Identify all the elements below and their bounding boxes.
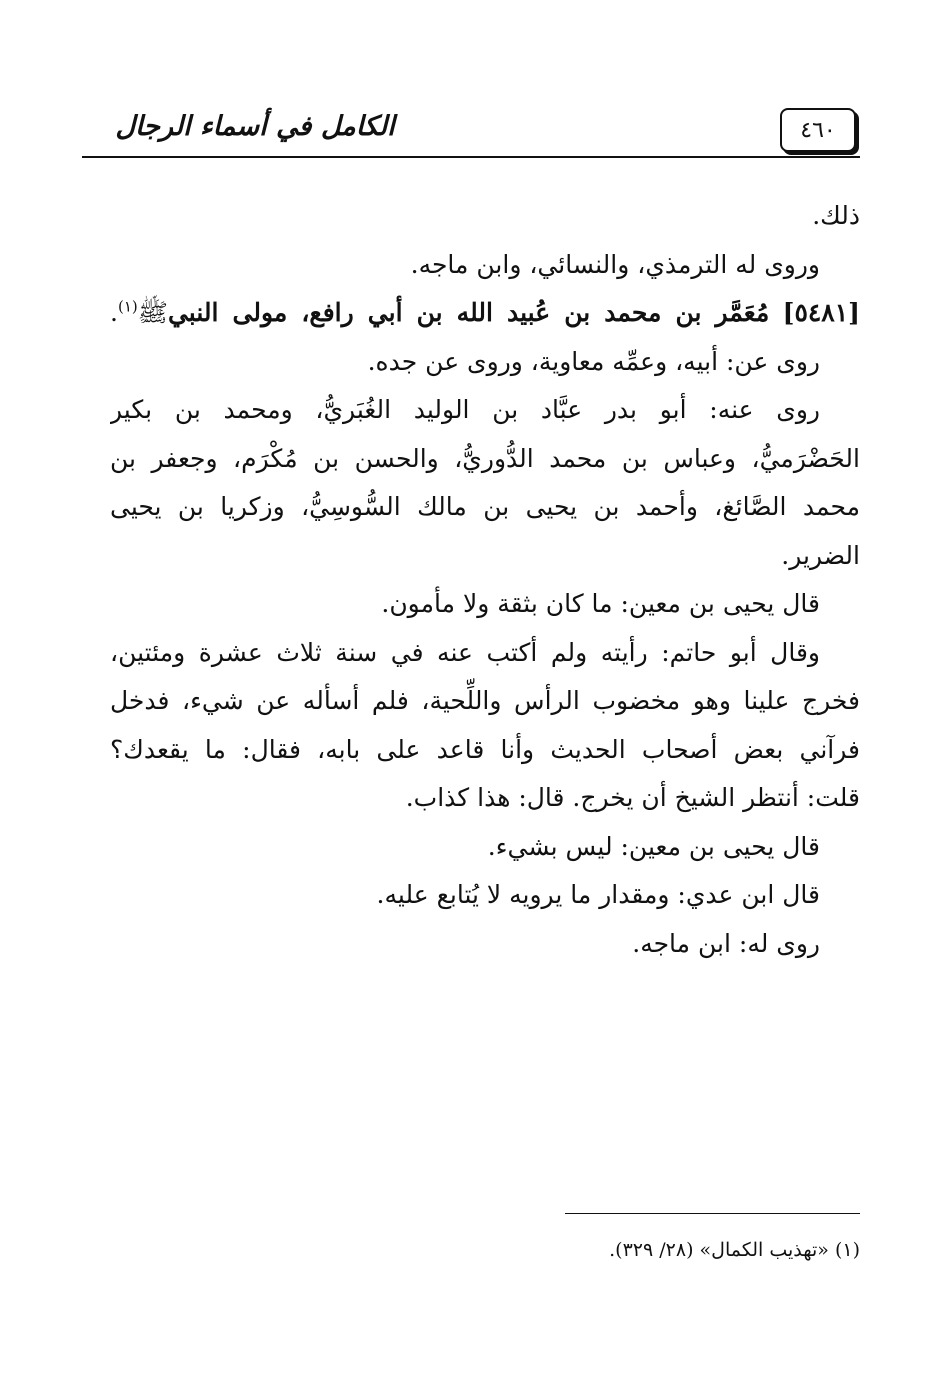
text-line: قال يحيى بن معين: ما كان بثقة ولا مأمون.	[381, 589, 820, 618]
footnote-ref: (١)	[117, 297, 138, 316]
page-number: ٤٦٠	[780, 108, 856, 152]
running-title: الكامل في أسماء الرجال	[115, 110, 395, 142]
text-line: فرآني بعض أصحاب الحديث وأنا قاعد على بابه، فقال: ما يقعدك؟	[110, 734, 860, 764]
honorific: ﷺ	[137, 298, 168, 327]
text-line: روى له: ابن ماجه.	[632, 928, 820, 958]
text-line: محمد الصَّائغ، وأحمد بن يحيى بن مالك السُّوسِيُّ، وزكريا بن يحيى	[110, 492, 860, 521]
footnote-rule	[565, 1213, 860, 1214]
entry-number: [٥٤٨١]	[782, 298, 860, 327]
text-line: روى عنه: أبو بدر عبَّاد بن الوليد الغُبَريُّ، ومحمد بن بكير	[110, 395, 820, 424]
header-rule	[82, 156, 860, 158]
text-line: روى عن: أبيه، وعمِّه معاوية، وروى عن جده.	[367, 346, 820, 376]
text-line: قال يحيى بن معين: ليس بشيء.	[487, 831, 820, 861]
page-header	[82, 100, 860, 158]
entry-name: مُعَمَّر بن محمد بن عُبيد الله بن أبي رافع، مولى النبي	[167, 298, 770, 327]
text-line: ذلك.	[812, 201, 860, 230]
text-line: وقال أبو حاتم: رأيته ولم أكتب عنه في سنة ثلاث عشرة ومئتين،	[110, 637, 820, 667]
footnote: (١) «تهذيب الكمال» (٢٨/ ٣٢٩).	[609, 1239, 860, 1261]
text-line: قلت: أنتظر الشيخ أن يخرج. قال: هذا كذاب.	[405, 783, 860, 812]
text-line: قال ابن عدي: ومقدار ما يرويه لا يُتابع عليه.	[376, 880, 820, 909]
text-line: وروى له الترمذي، والنسائي، وابن ماجه.	[410, 249, 820, 279]
main-text	[110, 192, 860, 968]
entry-end: .	[110, 298, 118, 327]
text-line: الضرير.	[781, 540, 860, 570]
entry-heading	[110, 289, 860, 338]
text-line: الحَضْرَميُّ، وعباس بن محمد الدُّوريُّ، والحسن بن مُكْرَم، وجعفر بن	[110, 443, 860, 473]
text-line: فخرج علينا وهو مخضوب الرأس واللِّحية، فلم أسأله عن شيء، فدخل	[110, 686, 860, 715]
